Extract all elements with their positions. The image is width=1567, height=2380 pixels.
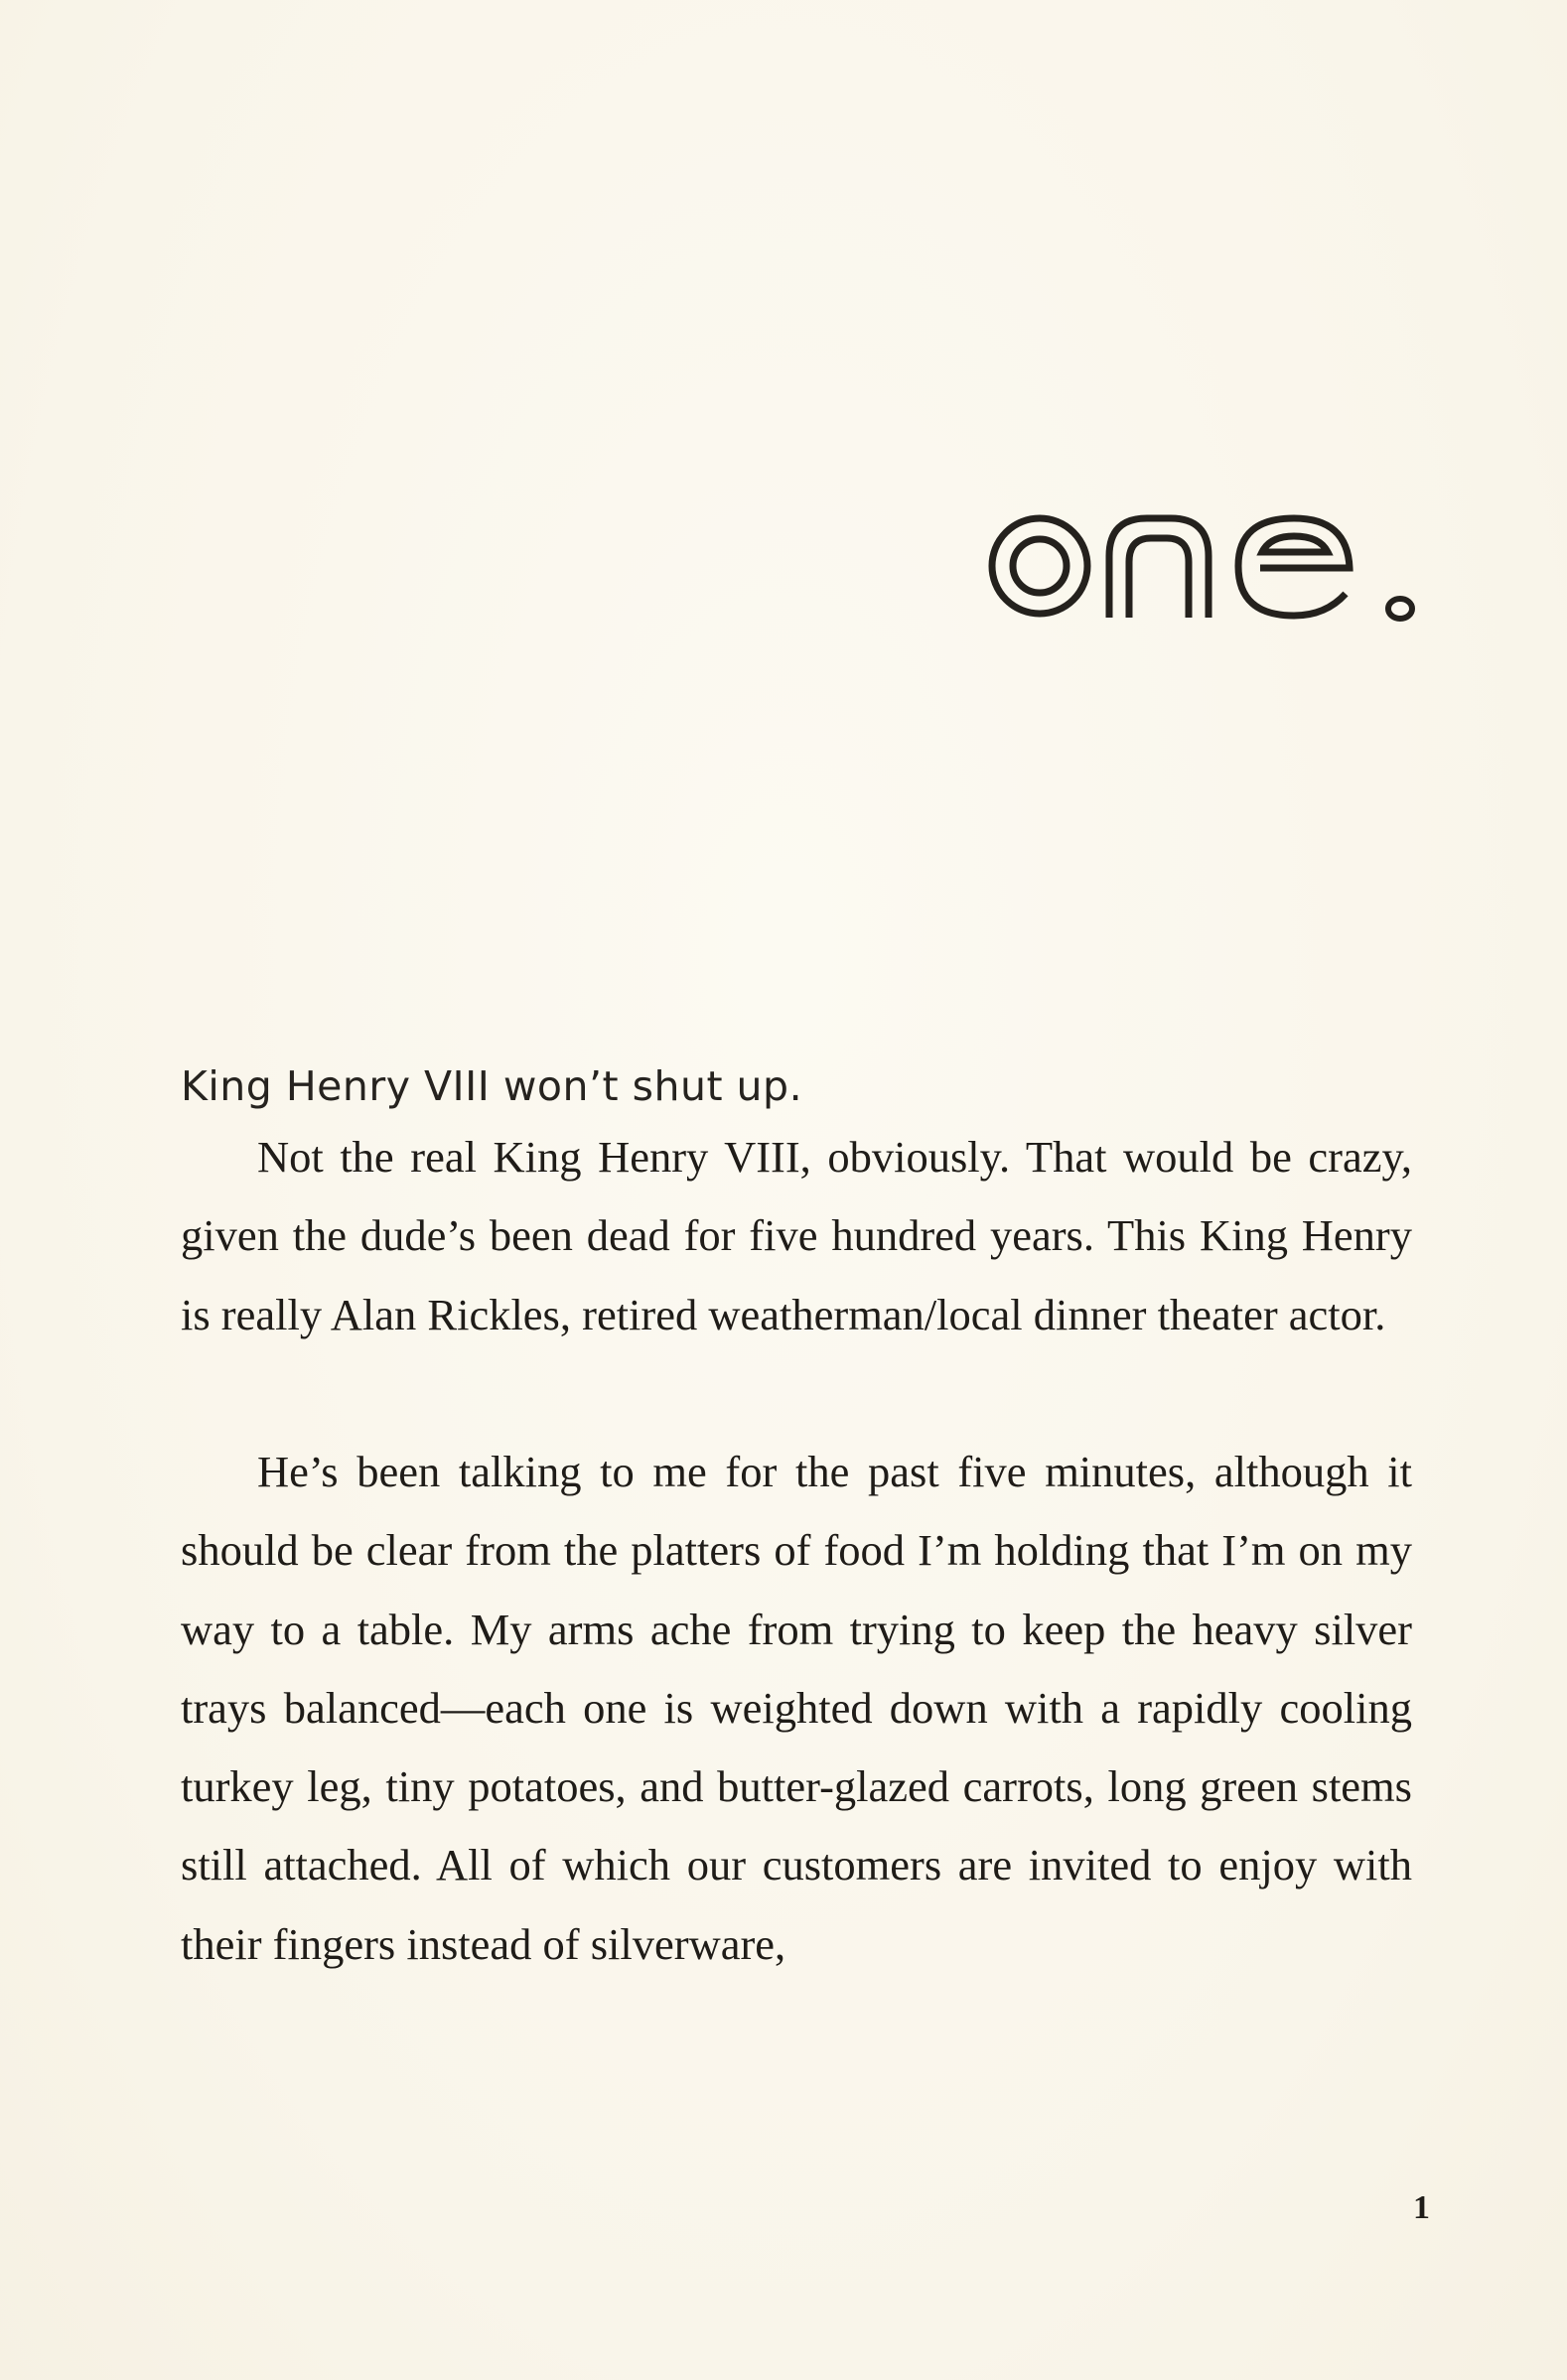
page-number: 1 [1413, 2189, 1430, 2226]
svg-text:one.: one. [978, 496, 981, 497]
chapter-heading-lettering [978, 496, 1435, 635]
chapter-heading [978, 496, 1435, 635]
opening-line: King Henry VIII won’t shut up. [181, 1062, 803, 1110]
body-paragraph: He’s been talking to me for the past five minutes, although it should be clear from the platters of food I’m holding that I’m on my way to a table. My arms ache from trying to keep the heavy silver trays balanced—each one is weighted down with a rapidly cooling turkey leg, tiny potatoes, and butter-glazed carrots, long green stems still attached. All of which our customers are invited to enjoy with their fingers instead of silverware, [181, 1447, 1412, 1969]
body-paragraph: Not the real King Henry VIII, obviously. That would be crazy, given the dude’s been dead for five hundred years. This King Henry is really Alan Rickles, retired weatherman/local dinner theater actor. [181, 1132, 1412, 1339]
